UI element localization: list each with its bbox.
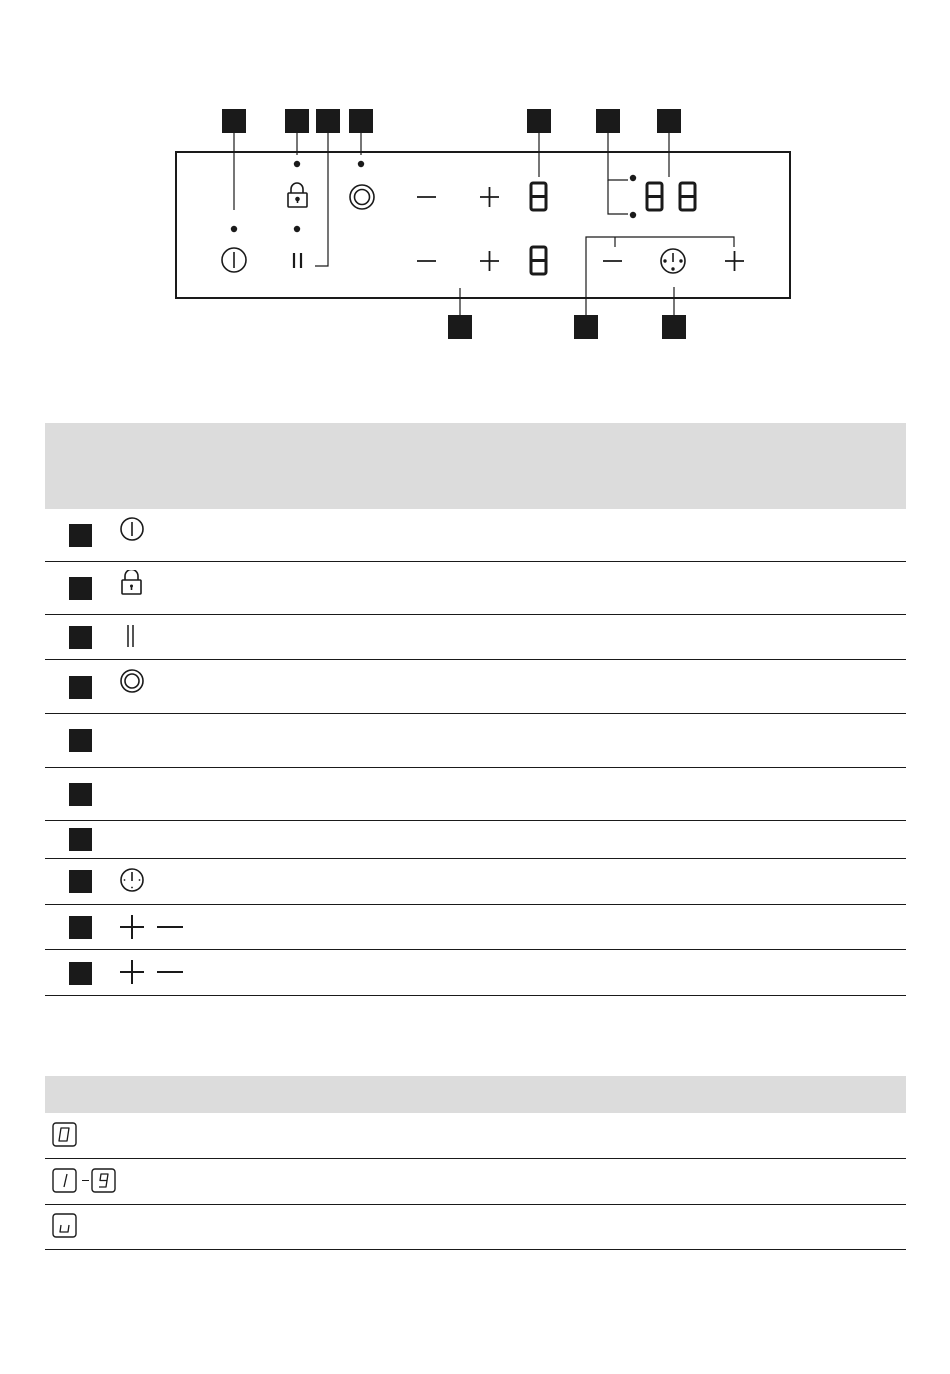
- lock-icon: [120, 570, 144, 596]
- table-row: [45, 509, 906, 562]
- table-row: [45, 615, 906, 660]
- table-row: [45, 1159, 906, 1205]
- plus-icon[interactable]: [725, 251, 744, 271]
- callout-marker: [574, 315, 598, 339]
- callout-marker: [596, 109, 620, 133]
- timer-display: [647, 183, 695, 210]
- display-symbol-0-icon: [52, 1122, 78, 1148]
- pause-icon[interactable]: [294, 253, 301, 268]
- callout-marker: [448, 315, 472, 339]
- display-table-header: [45, 1076, 906, 1113]
- callout-marker: [657, 109, 681, 133]
- plus-icon[interactable]: [480, 251, 499, 271]
- double-circle-icon[interactable]: [350, 185, 374, 209]
- display-symbol-1-icon: [52, 1168, 78, 1194]
- control-panel-diagram: [0, 0, 950, 360]
- panel-frame: [176, 152, 790, 298]
- callout-marker: [662, 315, 686, 339]
- display-symbol-u-icon: [52, 1213, 78, 1239]
- clock-icon: [119, 867, 145, 893]
- table-row: [45, 905, 906, 950]
- callout-marker: [69, 962, 92, 985]
- callout-marker: [69, 729, 92, 752]
- plus-minus-icon: [119, 914, 185, 940]
- callout-marker: [69, 783, 92, 806]
- table-row: [45, 562, 906, 615]
- display-symbol-9-icon: [91, 1168, 117, 1194]
- callout-marker: [69, 916, 92, 939]
- table-row: [45, 768, 906, 821]
- table-row: [45, 950, 906, 996]
- callout-marker: [69, 626, 92, 649]
- table-row: [45, 859, 906, 905]
- plus-icon[interactable]: [480, 187, 499, 207]
- power-icon[interactable]: [222, 248, 246, 272]
- callout-marker: [69, 577, 92, 600]
- range-dash: [82, 1180, 89, 1181]
- zone-2-display: [531, 247, 546, 274]
- callout-marker: [349, 109, 373, 133]
- double-circle-icon: [119, 668, 145, 694]
- zone-1-display: [531, 183, 546, 210]
- callout-marker: [69, 828, 92, 851]
- leader-lines: [234, 133, 734, 315]
- callout-marker: [69, 676, 92, 699]
- power-icon: [119, 516, 145, 542]
- callout-marker: [69, 870, 92, 893]
- table-row: [45, 714, 906, 768]
- table-row: [45, 660, 906, 714]
- callout-marker: [69, 524, 92, 547]
- pause-icon: [125, 623, 137, 649]
- callout-marker: [316, 109, 340, 133]
- table-row: [45, 1205, 906, 1250]
- plus-minus-icon: [119, 959, 185, 985]
- table-row: [45, 1113, 906, 1159]
- callout-marker: [527, 109, 551, 133]
- lock-icon[interactable]: [288, 183, 307, 207]
- clock-icon[interactable]: [661, 249, 685, 273]
- table-row: [45, 821, 906, 859]
- callout-marker: [285, 109, 309, 133]
- callout-marker: [222, 109, 246, 133]
- sensor-table-header: [45, 423, 906, 509]
